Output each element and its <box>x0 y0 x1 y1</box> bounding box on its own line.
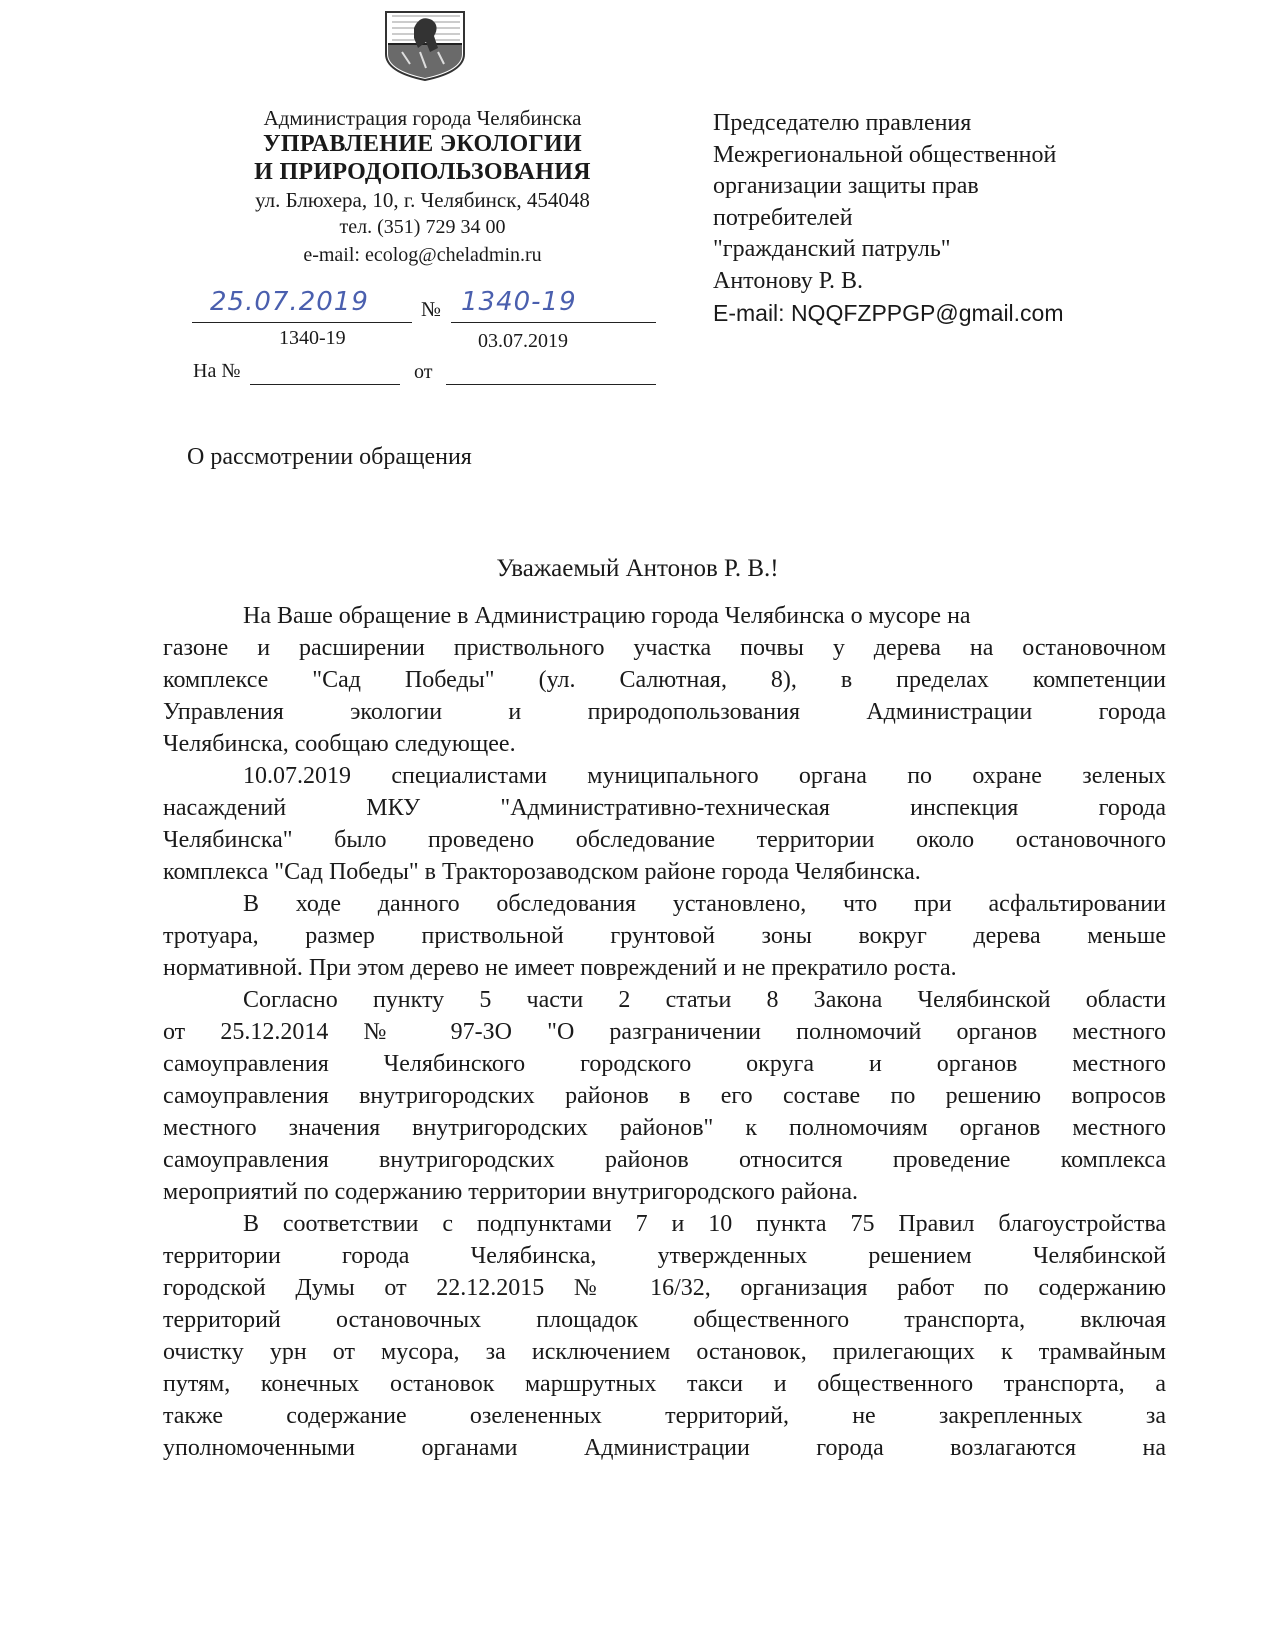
body-line: В ходе данного обследования установлено, что при асфальтировании <box>243 891 1166 917</box>
body-line: также содержание озелененных территорий, не закрепленных за <box>163 1403 1166 1429</box>
letter-subject: О рассмотрении обращения <box>187 444 472 470</box>
body-line: Согласно пункту 5 части 2 статьи 8 Закона Челябинской области <box>243 987 1166 1013</box>
reference-date-line <box>446 384 656 385</box>
body-line: путям, конечных остановок маршрутных такси и общественного транспорта, а <box>163 1371 1166 1397</box>
body-line: комплексе "Сад Победы" (ул. Салютная, 8), в пределах компетенции <box>163 667 1166 693</box>
letterhead-email: e-mail: ecolog@cheladmin.ru <box>303 244 542 266</box>
body-line: местного значения внутригородских районов" к полномочиям органов местного <box>163 1115 1166 1141</box>
body-line: самоуправления внутригородских районов относится проведение комплекса <box>163 1147 1166 1173</box>
addressee-line: потребителей <box>713 205 853 231</box>
body-line: 10.07.2019 специалистами муниципального органа по охране зеленых <box>243 763 1166 789</box>
body-line: В соответствии с подпунктами 7 и 10 пункта 75 Правил благоустройства <box>243 1211 1166 1237</box>
body-line: нормативной. При этом дерево не имеет повреждений и не прекратило роста. <box>163 955 957 981</box>
addressee-line: Председателю правления <box>713 110 972 136</box>
body-line: от 25.12.2014 № 97-ЗО "О разграничении полномочий органов местного <box>163 1019 1166 1045</box>
body-line: насаждений МКУ "Административно-техническая инспекция города <box>163 795 1166 821</box>
letterhead-phone: тел. (351) 729 34 00 <box>339 216 506 238</box>
body-line: городской Думы от 22.12.2015 № 16/32, организация работ по содержанию <box>163 1275 1166 1301</box>
body-line: тротуара, размер приствольной грунтовой зоны вокруг дерева меньше <box>163 923 1166 949</box>
body-line: Челябинска" было проведено обследование территории около остановочного <box>163 827 1166 853</box>
registration-number-handwritten: 1340-19 <box>461 287 577 317</box>
body-line: самоуправления Челябинского городского округа и органов местного <box>163 1051 1166 1077</box>
addressee-line: "гражданский патруль" <box>713 236 951 262</box>
registration-date-handwritten: 25.07.2019 <box>210 287 369 317</box>
body-line: газоне и расширении приствольного участка почвы у дерева на остановочном <box>163 635 1166 661</box>
body-line: самоуправления внутригородских районов в его составе по решению вопросов <box>163 1083 1166 1109</box>
coat-of-arms-emblem <box>380 8 470 82</box>
body-line: Челябинска, сообщаю следующее. <box>163 731 516 757</box>
body-line: мероприятий по содержанию территории внутригородского района. <box>163 1179 859 1205</box>
body-line: территории города Челябинска, утвержденных решением Челябинской <box>163 1243 1166 1269</box>
registration-date-typed: 03.07.2019 <box>478 330 568 352</box>
addressee-line: организации защиты прав <box>713 173 979 199</box>
registration-number-line <box>451 322 656 323</box>
body-line: Управления экологии и природопользования Администрации города <box>163 699 1166 725</box>
addressee-line: Антонову Р. В. <box>713 268 864 294</box>
registration-number-sign: № <box>421 297 442 321</box>
reference-from-label: от <box>414 361 433 383</box>
registration-date-line <box>192 322 412 323</box>
reference-number-label: На № <box>193 360 241 382</box>
letterhead-department-line2: И ПРИРОДОПОЛЬЗОВАНИЯ <box>254 159 591 185</box>
letter-salutation: Уважаемый Антонов Р. В.! <box>496 555 779 582</box>
body-line: очистку урн от мусора, за исключением остановок, прилегающих к трамвайным <box>163 1339 1166 1365</box>
body-line: территорий остановочных площадок общественного транспорта, включая <box>163 1307 1166 1333</box>
addressee-line: Межрегиональной общественной <box>713 142 1057 168</box>
body-line: уполномоченными органами Администрации города возлагаются на <box>163 1435 1166 1461</box>
letterhead-admin: Администрация города Челябинска <box>263 106 582 130</box>
reference-number-line <box>250 384 400 385</box>
registration-number-typed: 1340-19 <box>279 327 346 349</box>
addressee-email: E-mail: NQQFZPPGP@gmail.com <box>713 300 1064 326</box>
body-line: комплекса "Сад Победы" в Тракторозаводском районе города Челябинска. <box>163 859 921 885</box>
body-line: На Ваше обращение в Администрацию города Челябинска о мусоре на <box>243 603 971 629</box>
letterhead-department-line1: УПРАВЛЕНИЕ ЭКОЛОГИИ <box>263 131 582 157</box>
letterhead-address: ул. Блюхера, 10, г. Челябинск, 454048 <box>255 188 590 212</box>
